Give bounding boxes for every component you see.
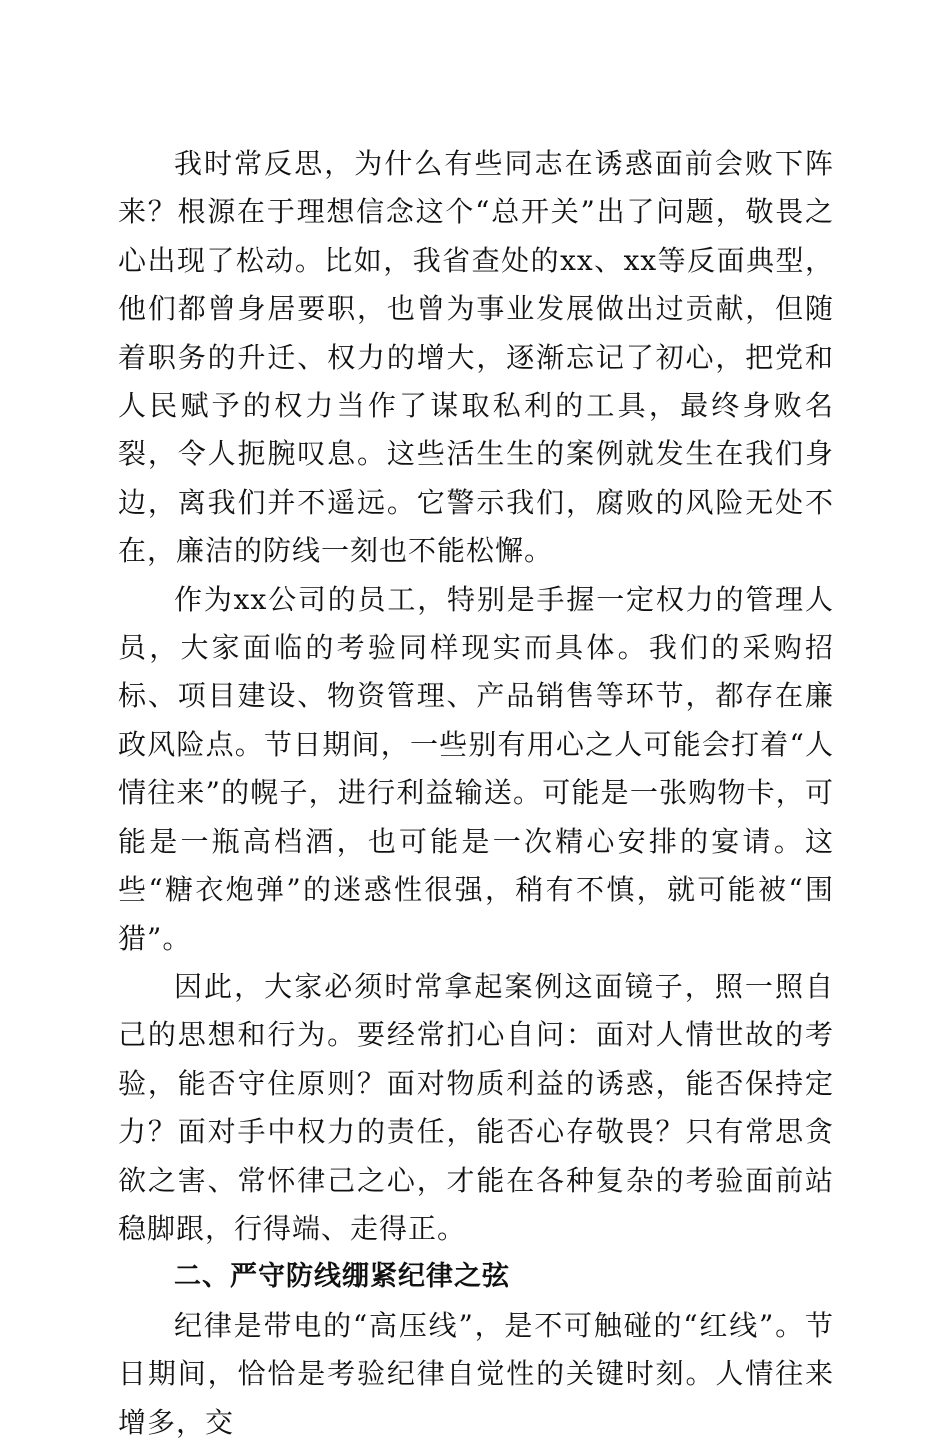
paragraph-company-risks: 作为xx公司的员工，特别是手握一定权力的管理人员，大家面临的考验同样现实而具体。我们的采购招标、项目建设、物资管理、产品销售等环节，都存在廉政风险点。节日期间，一些别有用心之人可能会打着“人情往来”的幌子，进行利益输送。可能是一张购物卡，可能是一瓶高档酒，也可能是一次精心安排的宴请。这些“糖衣炮弹”的迷惑性很强，稍有不慎，就可能被“围猎”。 — [118, 582, 834, 955]
document-body — [118, 140, 834, 1447]
section-heading: 二、严守防线绷紧纪律之弦 — [174, 1261, 510, 1293]
paragraph-self-check: 因此，大家必须时常拿起案例这面镜子，照一照自己的思想和行为。要经常扪心自问：面对人情世故的考验，能否守住原则？面对物质利益的诱惑，能否保持定力？面对手中权力的责任，能否心存敬畏？只有常思贪欲之害、常怀律己之心，才能在各种复杂的考验面前站稳脚跟，行得端、走得正。 — [118, 969, 834, 1245]
paragraph-discipline: 纪律是带电的“高压线”，是不可触碰的“红线”。节日期间，恰恰是考验纪律自觉性的关键时刻。人情往来增多，交 — [118, 1308, 834, 1439]
paragraph-reflection: 我时常反思，为什么有些同志在诱惑面前会败下阵来？根源在于理想信念这个“总开关”出了问题，敬畏之心出现了松动。比如，我省查处的xx、xx等反面典型，他们都曾身居要职，也曾为事业发展做出过贡献，但随着职务的升迁、权力的增大，逐渐忘记了初心，把党和人民赋予的权力当作了谋取私利的工具，最终身败名裂，令人扼腕叹息。这些活生生的案例就发生在我们身边，离我们并不遥远。它警示我们，腐败的风险无处不在，廉洁的防线一刻也不能松懈。 — [118, 147, 834, 568]
